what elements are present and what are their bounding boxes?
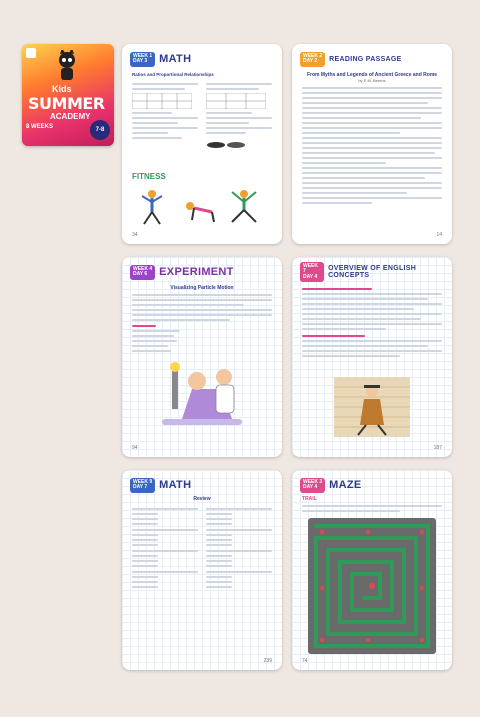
week-badge: WEEK 2 DAY 2 [300, 52, 325, 67]
page-title: OVERVIEW OF ENGLISH CONCEPTS [328, 265, 417, 279]
page-number: 74 [302, 658, 308, 664]
maze-heading: TRAIL [302, 496, 317, 502]
week-badge: WEEK 9 DAY 7 [130, 478, 155, 493]
question-column-left [132, 505, 198, 591]
cover-weeks: 8 WEEKS [26, 124, 54, 130]
experiment-text [132, 294, 272, 321]
ratio-table [206, 93, 266, 109]
page-title: READING PASSAGE [329, 55, 402, 63]
shoes-icon [206, 137, 246, 149]
cover-kids: Kids [52, 84, 72, 94]
week-badge: WEEK 1 DAY 3 [130, 52, 155, 67]
page-math-week1 [122, 44, 282, 244]
page-experiment-week4 [122, 257, 282, 457]
page-math-week9 [122, 470, 282, 670]
materials-list [132, 325, 192, 352]
week-badge: WEEK 4 DAY 6 [130, 265, 155, 280]
page-maze-week3 [292, 470, 452, 670]
question-column-right [206, 505, 272, 591]
page-title: MAZE [329, 479, 362, 491]
publisher-logo [26, 48, 36, 58]
passage-author: by E.M. Berens [358, 78, 386, 83]
question-column-right [206, 80, 272, 149]
section-title: Ratios and Proportional Relationships [132, 72, 214, 77]
exercise-figure-icon [224, 186, 264, 226]
grade-badge: 7-8 [90, 120, 110, 140]
book-cover [22, 44, 114, 146]
question-column-left [132, 80, 198, 149]
exercise-figure-icon [132, 186, 172, 226]
dentist-illustration [152, 359, 252, 439]
ratio-table [132, 93, 192, 109]
page-title: MATH [159, 479, 192, 491]
experiment-subtitle: Visualizing Particle Motion [170, 285, 234, 291]
page-title: MATH [159, 53, 192, 65]
page-english-week7 [292, 257, 452, 457]
page-number: 187 [433, 445, 442, 451]
passage-title: From Myths and Legends of Ancient Greece and Rome [306, 72, 438, 78]
page-number: 34 [132, 232, 138, 238]
passage-text [302, 87, 442, 204]
concepts-text [302, 285, 442, 360]
burglar-illustration [334, 377, 410, 437]
fitness-heading: FITNESS [132, 172, 166, 181]
fitness-exercises [132, 186, 272, 226]
page-reading-week2 [292, 44, 452, 244]
page-title: EXPERIMENT [159, 266, 234, 278]
cover-summer: SUMMER [28, 94, 105, 113]
week-badge: WEEK 7 DAY 4 [300, 262, 324, 283]
exercise-figure-icon [178, 186, 218, 226]
page-number: 239 [263, 658, 272, 664]
week-badge: WEEK 3 DAY 4 [300, 478, 325, 493]
review-heading: Review [193, 496, 211, 502]
page-number: 94 [132, 445, 138, 451]
page-number: 14 [436, 232, 442, 238]
maze-puzzle[interactable] [308, 518, 436, 654]
cat-mascot-icon [56, 50, 78, 80]
cover-academy: ACADEMY [50, 112, 91, 121]
